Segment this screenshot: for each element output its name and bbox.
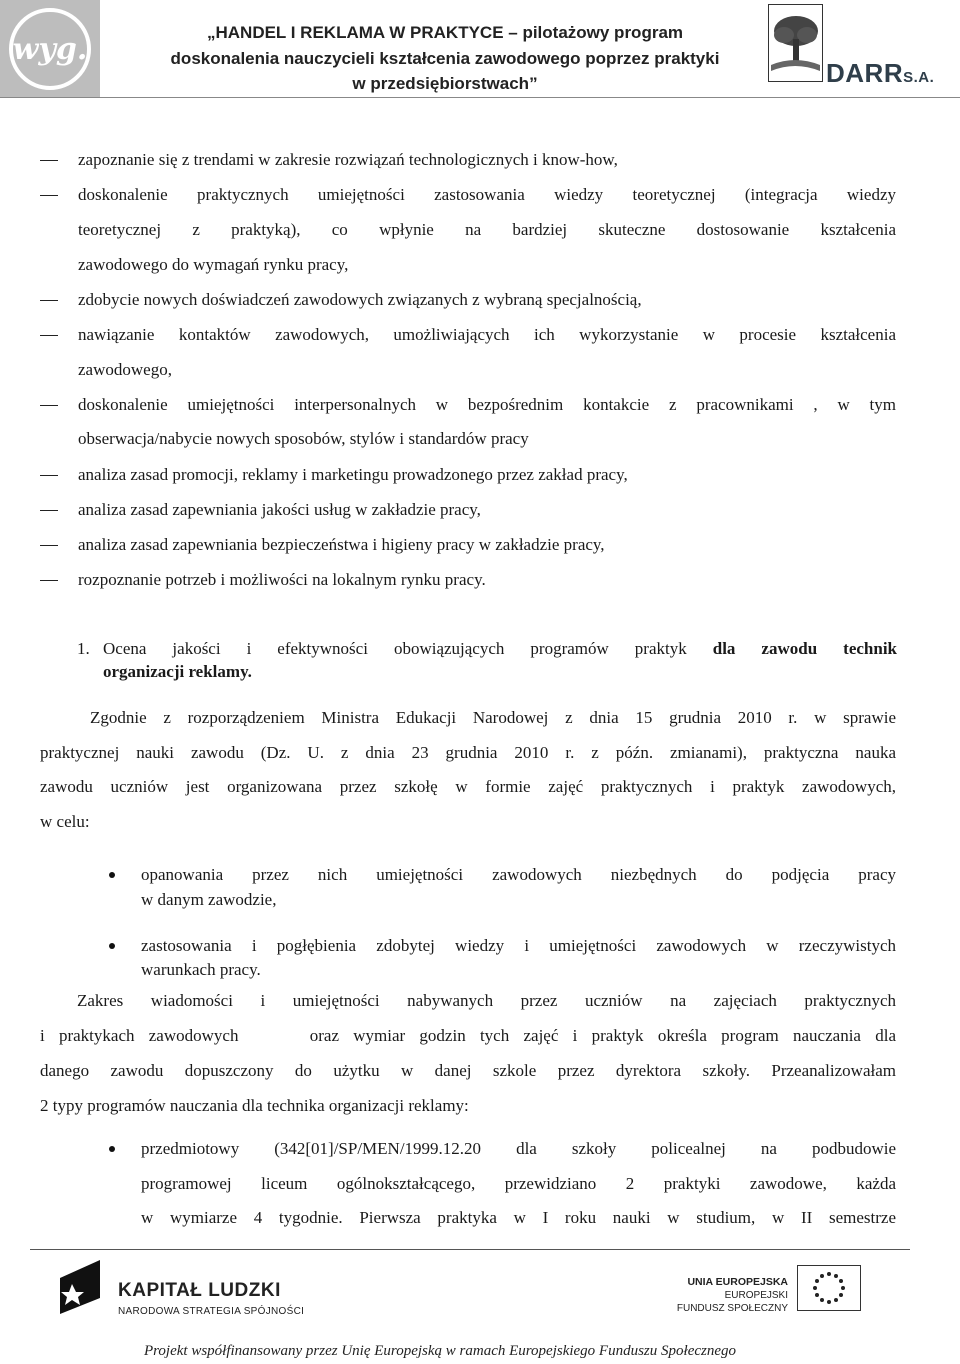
bullet-line: programowej liceum ogólnokształcącego, przewidziano 2 praktyki zawodowe, każda (141, 1174, 896, 1193)
header-title-line-3: w przedsiębiorstwach” (352, 74, 538, 93)
paragraph-line: zawodu uczniów jest organizowana przez szkołę w formie zajęć praktycznych i praktyk zawodowych, (40, 777, 896, 796)
dash-marker (40, 300, 58, 301)
kapital-ludzki-title: KAPITAŁ LUDZKI (118, 1280, 281, 1301)
bullet-marker (109, 943, 115, 949)
section-heading-normal: Ocena jakości i efektywności obowiązujących programów praktyk (103, 639, 687, 658)
dash-list-line: teoretycznej z praktyką), co wpłynie na bardziej skuteczne dostosowanie kształcenia (78, 220, 896, 239)
dash-marker (40, 475, 58, 476)
paragraph-line: 2 typy programów nauczania dla technika organizacji reklamy: (40, 1096, 469, 1115)
section-heading-bold: dla zawodu technik (712, 639, 897, 658)
dash-marker (40, 195, 58, 196)
dash-list-line: analiza zasad zapewniania bezpieczeństwa i higieny pracy w zakładzie pracy, (78, 535, 605, 554)
eu-line-1: UNIA EUROPEJSKA (687, 1276, 788, 1288)
bullet-marker (109, 872, 115, 878)
dash-list-line: zdobycie nowych doświadczeń zawodowych związanych z wybraną specjalnością, (78, 290, 642, 309)
bullet-marker (109, 1146, 115, 1152)
footer-divider (30, 1249, 910, 1250)
tree-icon (768, 4, 823, 82)
bullet-line: opanowania przez nich umiejętności zawodowych niezbędnych do podjęcia pracy (141, 865, 896, 884)
darr-name: DARR (826, 58, 904, 88)
dash-marker (40, 580, 58, 581)
header-divider (0, 97, 960, 98)
paragraph-line: i praktykach zawodowych oraz wymiar godzin tych zajęć i praktyk określa program nauczania dla (40, 1026, 896, 1045)
dash-list-line: nawiązanie kontaktów zawodowych, umożliwiających ich wykorzystanie w procesie kształcenia (78, 325, 896, 344)
eu-line-3: FUNDUSZ SPOŁECZNY (676, 1303, 788, 1314)
paragraph-line: Zakres wiadomości i umiejętności nabywanych przez uczniów na zajęciach praktycznych (77, 991, 896, 1010)
page-header (0, 0, 960, 100)
eu-text (668, 1276, 788, 1315)
bullet-line: warunkach pracy. (141, 960, 261, 979)
wyg-logo (0, 0, 100, 98)
section-number: 1. (77, 639, 90, 658)
bullet-line: w danym zawodzie, (141, 890, 277, 909)
dash-marker (40, 510, 58, 511)
bullet-line: zastosowania i pogłębienia zdobytej wiedzy i umiejętności zawodowych w rzeczywistych (141, 936, 896, 955)
section-heading-line-2 (103, 662, 252, 682)
dash-marker (40, 335, 58, 336)
section-heading-bold-cont: organizacji reklamy. (103, 662, 252, 681)
dash-list-line: zawodowego, (78, 360, 172, 379)
header-title-line-1: „HANDEL I REKLAMA W PRAKTYCE – pilotażowy program (206, 23, 684, 42)
bullet-line: przedmiotowy (342[01]/SP/MEN/1999.12.20 dla szkoły policealnej na podbudowie (141, 1139, 896, 1158)
dash-list-line: obserwacja/nabycie nowych sposobów, stylów i standardów pracy (78, 429, 529, 448)
paragraph-line: danego zawodu dopuszczony do użytku w danej szkole przez dyrektora szkoły. Przeanalizowałam (40, 1061, 896, 1080)
dash-list-line: doskonalenie umiejętności interpersonalnych w bezpośrednim kontakcie z pracownikami , w tym (78, 395, 896, 414)
kapital-ludzki-icon (58, 1258, 102, 1316)
wyg-logo-mark: wyg. (9, 8, 91, 90)
dash-marker (40, 160, 58, 161)
darr-wordmark (826, 58, 934, 89)
dash-list-line: zapoznanie się z trendami w zakresie rozwiązań technologicznych i know-how, (78, 150, 618, 169)
eu-line-2: EUROPEJSKI (724, 1290, 788, 1301)
paragraph-line: w celu: (40, 812, 90, 831)
dash-list-line: zawodowego do wymagań rynku pracy, (78, 255, 349, 274)
eu-flag-icon (797, 1265, 861, 1311)
bullet-line: w wymiarze 4 tygodnie. Pierwsza praktyka w I roku nauki w studium, w II semestrze (141, 1208, 896, 1227)
header-title-line-2: doskonalenia nauczycieli kształcenia zawodowego poprzez praktyki (170, 48, 720, 68)
dash-list-line: analiza zasad promocji, reklamy i marketingu prowadzonego przez zakład pracy, (78, 465, 628, 484)
darr-logo (768, 4, 960, 88)
footer-note: Projekt współfinansowany przez Unię Europejską w ramach Europejskiego Funduszu Społecznego (143, 1343, 737, 1359)
dash-list-line: rozpoznanie potrzeb i możliwości na lokalnym rynku pracy. (78, 570, 486, 589)
darr-suffix: S.A. (903, 69, 935, 86)
dash-marker (40, 545, 58, 546)
section-heading-line-1 (103, 639, 897, 659)
dash-list-line: doskonalenie praktycznych umiejętności zastosowania wiedzy teoretycznej (integracja wiedzy (78, 185, 896, 204)
paragraph-line: Zgodnie z rozporządzeniem Ministra Edukacji Narodowej z dnia 15 grudnia 2010 r. w sprawie (90, 708, 896, 727)
dash-list-line: analiza zasad zapewniania jakości usług w zakładzie pracy, (78, 500, 481, 519)
header-title (120, 20, 770, 97)
kapital-ludzki-subtitle: NARODOWA STRATEGIA SPÓJNOŚCI (118, 1306, 305, 1317)
paragraph-line: praktycznej nauki zawodu (Dz. U. z dnia 23 grudnia 2010 r. z późn. zmianami), praktyczna nauka (40, 743, 896, 762)
dash-marker (40, 405, 58, 406)
